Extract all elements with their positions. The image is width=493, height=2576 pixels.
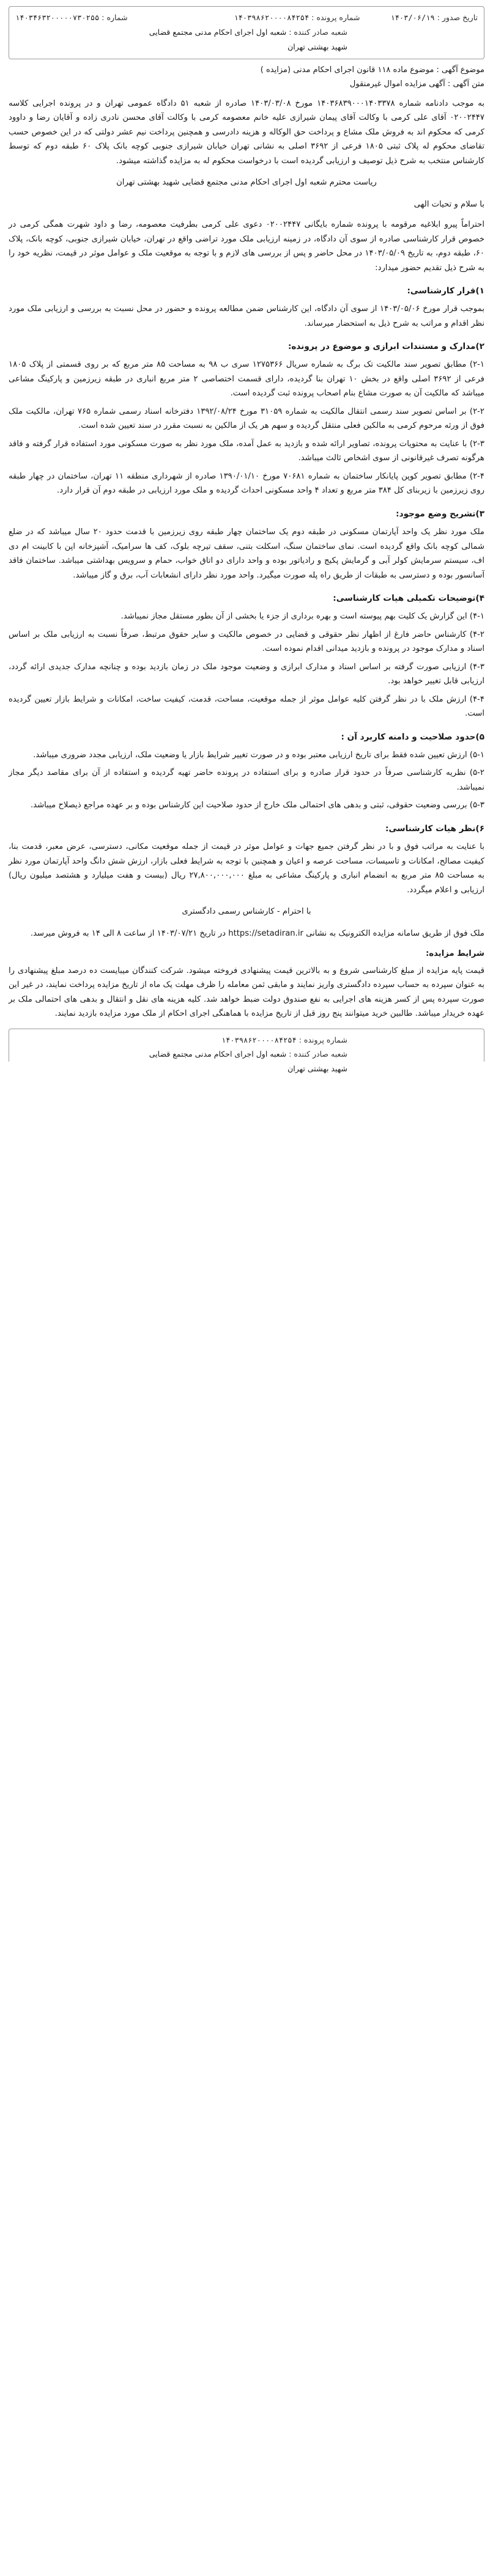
section-4-item: ۴-۱) این گزارش یک کلیت بهم پیوسته است و بهره برداری از جزء یا بخشی از آن بطور مستقل مجاز نمیباشد. — [120, 612, 484, 622]
header-row-top — [15, 10, 478, 25]
section-6-title: ۶)نظر هیات کارشناسی: — [385, 823, 484, 834]
section-2-item: ۲-۳) با عنایت به محتویات پرونده، تصاویر ارائه شده و بازدید به عمل آمده، ملک مورد نظر به صورت مسکونی مورد استفاده قرار گرفته و فاقد هرگونه تصرف غیرقانونی از سوی اشخاص ثالث میباشد. — [9, 439, 484, 463]
footer-doc-no-label: شماره پرونده : — [298, 1035, 347, 1044]
footer-doc-no — [146, 1033, 347, 1048]
section-2-item: ۲-۴) مطابق تصویر کوپن پایانکار ساختمان به شماره ۷۰۶۸۱ مورخ ۱۳۹۰/۰۱/۱۰ صادره از شهرداری منطقه ۱۱ تهران، ساختمان در چهار طبقه روی زیرزمین با زیربنای کل ۳۸۴ متر مربع و تعداد ۴ واحد مسکونی احداث گردیده و ملک مورد ارزیابی در طبقه دوم آن قرار دارد. — [9, 471, 484, 496]
doc-no-value: ۱۴۰۳۹۸۶۲۰۰۰۰۸۴۲۵۴ — [234, 13, 310, 22]
header-date — [390, 10, 478, 25]
auction-terms-text: قیمت پایه مزایده از مبلغ کارشناسی شروع و به بالاترین قیمت پیشنهادی فروخته میشود. شرکت کنندگان میبایست ده درصد مبلغ پیشنهادی را به عنوان سپرده به حساب سپرده دادگستری واریز نمایند و مابقی ثمن معامله را ظرف مهلت یک ماه از تاریخ مزایده پرداخت نمایند، در غیر این صورت سپرده پس از کسر هزینه های اجرایی به نفع صندوق دولت ضبط خواهد شد. کلیه هزینه های نقل و انتقال و بدهی های احتمالی ملک بر عهده خریدار میباشد. طالبین خرید میتوانند پنج روز قبل از تاریخ مزایده با هماهنگی اجرای احکام از ملک مورد مزایده بازدید نمایند. — [9, 966, 484, 1019]
auction-date-text: ملک فوق از طریق سامانه مزایده الکترونیک به نشانی https://setadiran.ir در تاریخ ۱۴۰۳/۰۷/۲۱ از ساعت ۸ الی ۱۴ به فروش میرسد. — [30, 928, 484, 938]
subject-line: موضوع آگهی : موضوع ماده ۱۱۸ قانون اجرای احکام مدنی (مزایده ) — [260, 65, 484, 75]
request-paragraph: احتراماً پیرو ابلاغیه مرقومه با پرونده شماره بایگانی ۰۲۰۰۲۴۴۷ دعوی علی کرمی بطرفیت معصومه، رضا و داود شهرت همگی کرمی در خصوص قرار کارشناسی صادره از سوی آن دادگاه، در زمینه ارزیابی ملک مورد تراضی واقع در تهران، خیابان شیرازی جنوبی، کوچه بانک، پلاک ۶۰، طبقه دوم، به تاریخ ۱۴۰۳/۰۵/۰۹ در محل حاضر و پس از بررسی های لازم و با توجه به موقعیت ملک و عوامل موثر در قیمت، نظریه خود را به شرح ذیل تقدیم حضور میدارد: — [9, 220, 484, 273]
document-footer-header — [9, 1029, 484, 1074]
issuer-label: شعبه صادر کننده : — [289, 27, 347, 37]
section-6-text: با عنایت به مراتب فوق و با در نظر گرفتن جمیع جهات و عوامل موثر در قیمت از جمله موقعیت مکانی، دسترسی، عرض معبر، قدمت بنا، کیفیت مصالح، امکانات و تاسیسات، مساحت عرصه و اعیان و همچنین با توجه به شرایط فعلی بازار، ارزش شش دانگ واحد آپارتمان مورد نظر به مساحت ۸۵ متر مربع به انضمام انباری و پارکینگ مشاعی به مبلغ ۲۷,۸۰۰,۰۰۰,۰۰۰ ریال (بیست و هفت میلیارد و هشتصد میلیون ریال) ارزیابی و اعلام میگردد. — [9, 842, 484, 895]
section-2-title: ۲)مدارک و مستندات ابرازی و موضوع در پرونده: — [287, 342, 484, 352]
date-value: ۱۴۰۳/۰۶/۱۹ — [390, 13, 435, 22]
greeting-line: با سلام و تحیات الهی — [413, 199, 484, 209]
section-5-item: ۵-۳) بررسی وضعیت حقوقی، ثبتی و بدهی های احتمالی ملک خارج از حدود صلاحیت این کارشناس بوده و بر عهده مراجع ذیصلاح میباشد. — [30, 801, 484, 810]
footer-issuer-label: شعبه صادر کننده : — [289, 1049, 347, 1059]
section-2-item: ۲-۱) مطابق تصویر سند مالکیت تک برگ به شماره سریال ۱۲۷۵۳۶۶ سری ب ۹۸ به مساحت ۸۵ متر مربع که بر روی قسمتی از پلاک ۱۸۰۵ فرعی از ۳۶۹۲ اصلی واقع در بخش ۱۰ تهران بنا گردیده، دارای قسمت اختصاصی ۲ متر مربع انباری در طبقه زیرزمین و پارکینگ مشاعی میباشد که مالکیت آن به صورت مشاع بنام اصحاب پرونده ثبت گردیده است. — [9, 360, 484, 398]
footer-doc-no-value: ۱۴۰۳۹۸۶۲۰۰۰۰۸۴۲۵۴ — [221, 1035, 297, 1044]
header-doc-no — [158, 10, 360, 25]
section-3-title: ۳)تشریح وضع موجود: — [396, 508, 484, 519]
header-issuer — [146, 25, 347, 54]
footer-row-issuer — [15, 1047, 478, 1076]
footer-issuer — [146, 1047, 347, 1076]
header-file-no — [15, 10, 128, 25]
section-2-item: ۲-۲) بر اساس تصویر سند رسمی انتقال مالکیت به شماره ۳۱۰۵۹ مورخ ۱۳۹۲/۰۸/۲۴ دفترخانه اسناد رسمی شماره ۷۶۵ تهران، مالکیت ملک فوق از ورثه مرحوم کرمی به مالکین فعلی منتقل گردیده و سهم هر یک از مالکین به نسبت مقرر در سند تعیین شده است. — [9, 406, 484, 431]
footer-row — [15, 1033, 478, 1048]
section-4-title: ۴)توضیحات تکمیلی هیات کارشناسی: — [333, 593, 484, 604]
intro-paragraph: به موجب دادنامه شماره ۱۴۰۳۶۸۳۹۰۰۰۱۴۰۳۳۷۸ مورخ ۱۴۰۳/۰۳/۰۸ صادره از شعبه ۵۱ دادگاه عمومی تهران و در پرونده اجرایی کلاسه ۰۲۰۰۲۴۴۷ آقای علی کرمی با وکالت آقای پیمان شیرازی علیه خانم معصومه کرمی با وکالت آقای محسن نادری زاده و آقایان رضا و داوود کرمی که محکوم اند به فروش ملک مشاع و پرداخت حق الوکاله و هزینه دادرسی و همچنین پرداخت نیم عشر دولتی که در این خصوص حسب تقاضای محکوم له پلاک ثبتی ۱۸۰۵ فرعی از ۳۶۹۲ اصلی به نشانی تهران خیابان شیرازی جنوبی کوچه بانک پلاک ۶۰ طبقه دوم که توسط کارشناس منتخب به شرح ذیل توصیف و ارزیابی گردیده است با درخواست محکوم له به مزایده گذاشته میشود. — [9, 98, 484, 166]
auction-terms-title: شرایط مزایده: — [426, 949, 484, 959]
file-no-value: ۱۴۰۳۴۶۳۲۰۰۰۰۰۷۳۰۲۵۵ — [15, 13, 100, 22]
section-1-title: ۱)قرار کارشناسی: — [407, 286, 484, 296]
body-title-line: متن آگهی : آگهی مزایده اموال غیرمنقول — [349, 79, 484, 89]
recipient-line: ریاست محترم شعبه اول اجرای احکام مدنی مجتمع قضایی شهید بهشتی تهران — [116, 178, 377, 188]
section-1-text: بموجب قرار مورخ ۱۴۰۳/۰۵/۰۶ از سوی آن دادگاه، این کارشناس ضمن مطالعه پرونده و حضور در محل نسبت به بررسی و ارزیابی ملک مورد نظر اقدام و مراتب به شرح ذیل به استحضار میرساند. — [9, 304, 485, 328]
footer-issuer-value: شعبه اول اجرای احکام مدنی مجتمع قضایی شهید بهشتی تهران — [149, 1049, 347, 1074]
section-5-title: ۵)حدود صلاحیت و دامنه کاربرد آن : — [341, 732, 484, 742]
date-label: تاریخ صدور : — [437, 13, 478, 22]
document-header — [9, 6, 484, 59]
issuer-value: شعبه اول اجرای احکام مدنی مجتمع قضایی شهید بهشتی تهران — [149, 27, 347, 51]
section-4-item: ۴-۴) ارزش ملک با در نظر گرفتن کلیه عوامل موثر از جمله موقعیت، مساحت، قدمت، کیفیت ساخت، امکانات و شرایط بازار تعیین گردیده است. — [9, 694, 484, 719]
section-4-item: ۴-۳) ارزیابی صورت گرفته بر اساس اسناد و مدارک ابرازی و وضعیت موجود ملک در زمان بازدید بوده و چنانچه مدارک جدیدی ارائه گردد، ارزیابی قابل تغییر خواهد بود. — [9, 662, 484, 686]
section-5-item: ۵-۲) نظریه کارشناسی صرفاً در حدود قرار صادره و برای استفاده در پرونده حاضر تهیه گردیده و استفاده از آن برای مقاصد دیگر مجاز نمیباشد. — [9, 768, 484, 792]
doc-no-label: شماره پرونده : — [311, 13, 360, 22]
expert-signature: با احترام - کارشناس رسمی دادگستری — [182, 907, 311, 917]
header-row-issuer — [15, 25, 478, 54]
document-page — [0, 0, 493, 1074]
document-meta — [9, 63, 484, 91]
section-4-item: ۴-۲) کارشناس حاضر فارغ از اظهار نظر حقوقی و قضایی در خصوص مالکیت و سایر حقوق مرتبط، صرفاً نسبت به ارزیابی ملک بر اساس اسناد و مدارک موجود در پرونده و بازدید میدانی اقدام نموده است. — [9, 629, 484, 654]
file-no-label: شماره : — [102, 13, 128, 22]
section-3-text: ملک مورد نظر یک واحد آپارتمان مسکونی در طبقه دوم یک ساختمان چهار طبقه روی زیرزمین با قدمت حدود ۲۰ سال میباشد که در ضلع شمالی کوچه بانک واقع گردیده است. نمای ساختمان سنگ، اسکلت بتنی، سقف تیرچه بلوک، کف ها سرامیک، آشپزخانه اپن با کابینت ام دی اف، سیستم سرمایش کولر آبی و گرمایش پکیج و رادیاتور بوده و واحد دارای دو اتاق خواب، حمام و سرویس بهداشتی میباشد. ساختمان فاقد آسانسور بوده و دسترسی به طبقات از طریق راه پله صورت میگیرد. واحد مورد نظر دارای انشعابات آب، برق و گاز میباشد. — [9, 527, 484, 580]
section-5-item: ۵-۱) ارزش تعیین شده فقط برای تاریخ ارزیابی معتبر بوده و در صورت تغییر شرایط بازار یا وضعیت ملک، ارزیابی مجدد ضروری میباشد. — [33, 750, 484, 760]
